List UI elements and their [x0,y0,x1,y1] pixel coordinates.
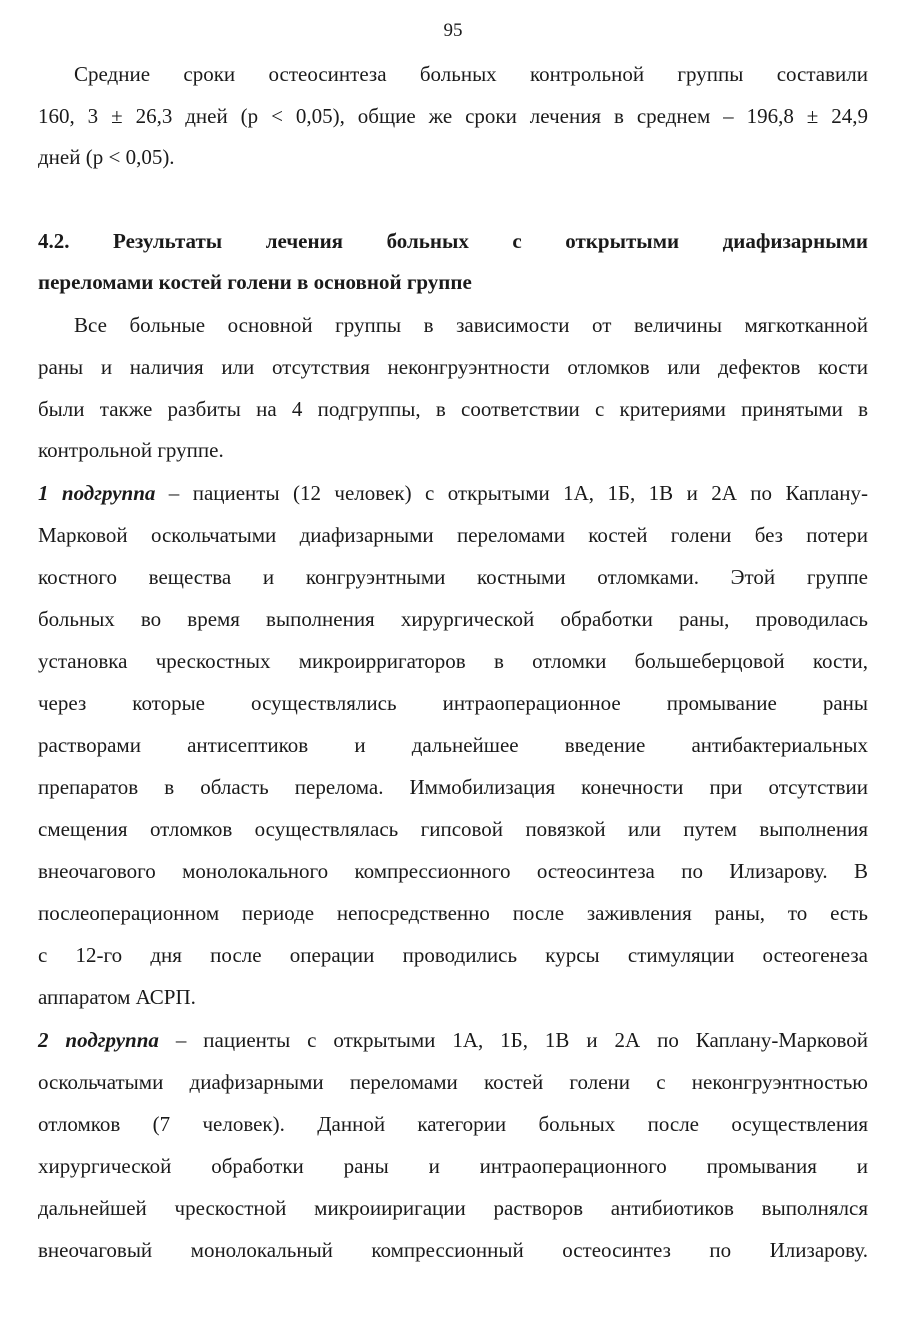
intro-line-1: Средние сроки остеосинтеза больных контрольной группы составили [74,62,868,86]
subgroup1-line-11: послеоперационном периоде непосредственно после заживления раны, то есть [38,901,868,925]
section-heading-line-2: переломами костей голени в основной группе [38,270,472,294]
subgroup1-line-7: растворами антисептиков и дальнейшее введение антибактериальных [38,733,868,757]
subgroup1-line-4: больных во время выполнения хирургической обработки раны, проводилась [38,607,868,631]
intro-line-2: 160, 3 ± 26,3 дней (р < 0,05), общие же сроки лечения в среднем – 196,8 ± 24,9 [38,104,868,128]
subgroup2-line-2: оскольчатыми диафизарными переломами костей голени с неконгруэнтностью [38,1070,868,1094]
subgroup1-line-9: смещения отломков осуществлялась гипсовой повязкой или путем выполнения [38,817,868,841]
subgroup1-line-10: внеочагового монолокального компрессионного остеосинтеза по Илизарову. В [38,859,868,883]
subgroup1-line-5: установка чрескостных микроирригаторов в отломки большеберцовой кости, [38,649,868,673]
subgroup2-label: 2 подгруппа [38,1028,159,1052]
section-number: 4.2. [38,229,70,253]
subgroup1-line-2: Марковой оскольчатыми диафизарными переломами костей голени без потери [38,523,868,547]
subgroup2-line-4: хирургической обработки раны и интраоперационного промывания и [38,1154,868,1178]
paragraph1-line-4: контрольной группе. [38,438,224,462]
subgroup1-line-3: костного вещества и конгруэнтными костными отломками. Этой группе [38,565,868,589]
subgroup2-text-1: – пациенты с открытыми 1А, 1Б, 1В и 2А по Каплану-Марковой [158,1028,868,1052]
subgroup1-line-8: препаратов в область перелома. Иммобилизация конечности при отсутствии [38,775,868,799]
subgroup2-line-1 [38,1020,868,1062]
subgroup2-line-5: дальнейшей чрескостной микроииригации растворов антибиотиков выполнялся [38,1196,868,1220]
section-title-1: Результаты лечения больных с открытыми диафизарными [113,229,868,253]
section-heading-line-1 [38,221,868,263]
paragraph1-line-2: раны и наличия или отсутствия неконгруэнтности отломков или дефектов кости [38,355,868,379]
subgroup1-text-1: – пациенты (12 человек) с открытыми 1А, 1Б, 1В и 2А по Каплану- [155,481,868,505]
subgroup1-line-13: аппаратом АСРП. [38,985,196,1009]
paragraph1-line-3: были также разбиты на 4 подгруппы, в соответствии с критериями принятыми в [38,397,868,421]
paragraph1-line-1: Все больные основной группы в зависимости от величины мягкотканной [74,313,868,337]
subgroup1-line-6: через которые осуществлялись интраоперационное промывание раны [38,691,868,715]
subgroup1-line-1 [38,473,868,515]
subgroup1-label: 1 подгруппа [38,481,156,505]
subgroup1-line-12: с 12-го дня после операции проводились курсы стимуляции остеогенеза [38,943,868,967]
intro-line-3: дней (р < 0,05). [38,145,175,169]
subgroup2-line-6: внеочаговый монолокальный компрессионный остеосинтез по Илизарову. [38,1238,868,1262]
page-number: 95 [443,20,463,41]
subgroup2-line-3: отломков (7 человек). Данной категории больных после осуществления [38,1112,868,1136]
